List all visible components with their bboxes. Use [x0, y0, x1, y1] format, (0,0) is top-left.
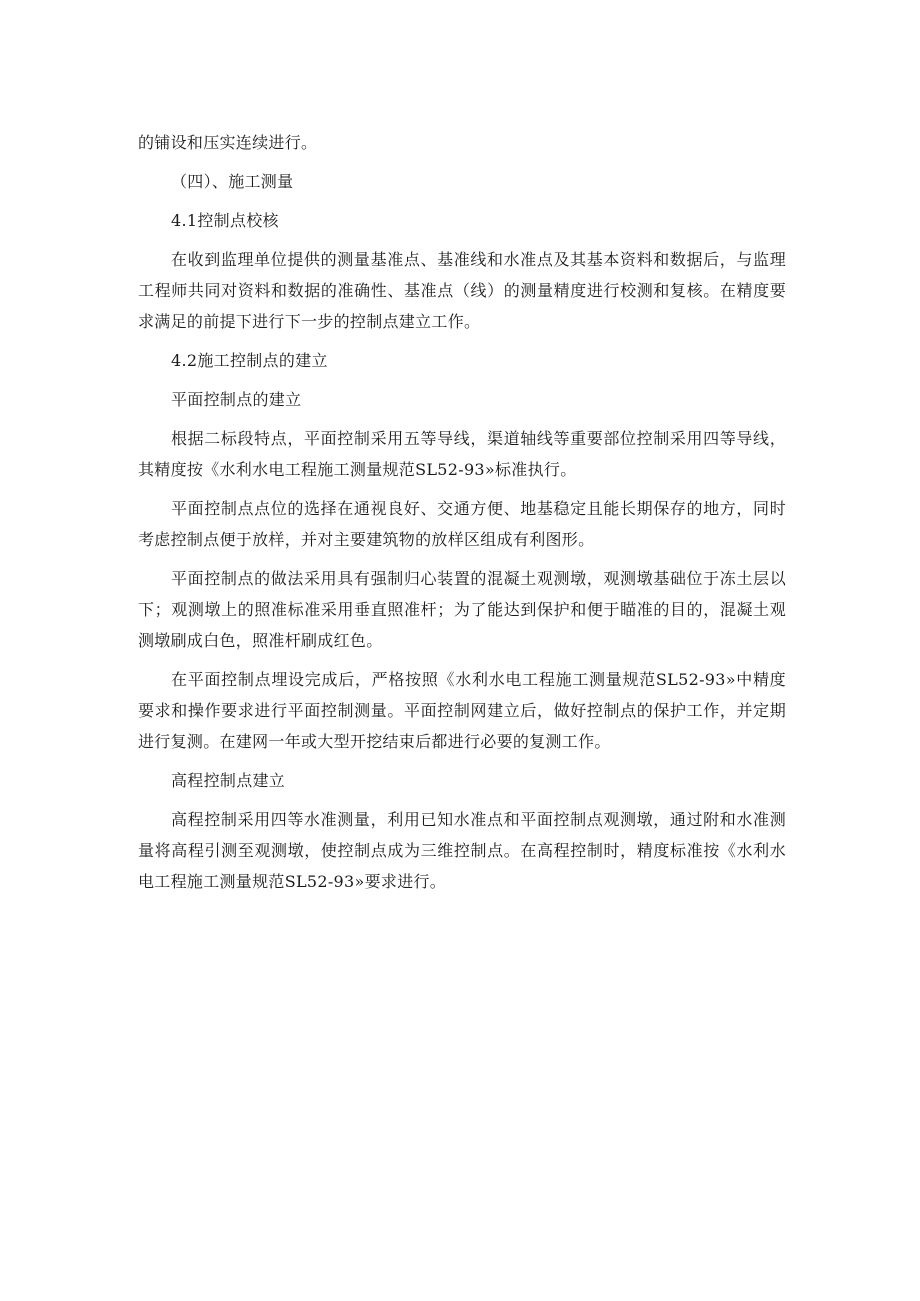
paragraph-observation-pier: 平面控制点的做法采用具有强制归心装置的混凝土观测墩，观测墩基础位于冻土层以下；观测墩上的照准标准采用垂直照准杆；为了能达到保护和便于瞄准的目的，混凝土观测墩刷成白色，照准杆刷成红色。: [138, 569, 786, 650]
subsection-heading-4-2: 4.2施工控制点的建立: [171, 351, 328, 370]
paragraph-control-point-check: 在收到监理单位提供的测量基准点、基准线和水准点及其基本资料和数据后，与监理工程师共同对资料和数据的准确性、基准点（线）的测量精度进行校测和复核。在精度要求满足的前提下进行下一步的控制点建立工作。: [138, 250, 786, 331]
document-body: [138, 127, 786, 905]
paragraph-elevation-control: 高程控制采用四等水准测量，利用已知水准点和平面控制点观测墩，通过附和水准测量将高程引测至观测墩，使控制点成为三维控制点。在高程控制时，精度标准按《水利水电工程施工测量规范SL52-93»要求进行。: [138, 810, 786, 891]
subsection-heading-4-1: 4.1控制点校核: [171, 211, 279, 230]
section-heading: （四）、施工测量: [171, 172, 294, 191]
paragraph-plane-control-survey: 在平面控制点埋设完成后，严格按照《水利水电工程施工测量规范SL52-93»中精度要求和操作要求进行平面控制测量。平面控制网建立后，做好控制点的保护工作，并定期进行复测。在建网一年或大型开挖结束后都进行必要的复测工作。: [138, 670, 786, 751]
heading-elevation-control: 高程控制点建立: [171, 771, 286, 790]
paragraph-point-selection: 平面控制点点位的选择在通视良好、交通方便、地基稳定且能长期保存的地方，同时考虑控制点便于放样，并对主要建筑物的放样区组成有利图形。: [138, 499, 786, 549]
heading-plane-control: 平面控制点的建立: [171, 390, 302, 409]
paragraph-continuation: 的铺设和压实连续进行。: [138, 133, 318, 152]
paragraph-plane-control-method: 根据二标段特点，平面控制采用五等导线，渠道轴线等重要部位控制采用四等导线，其精度按《水利水电工程施工测量规范SL52-93»标准执行。: [138, 429, 786, 479]
